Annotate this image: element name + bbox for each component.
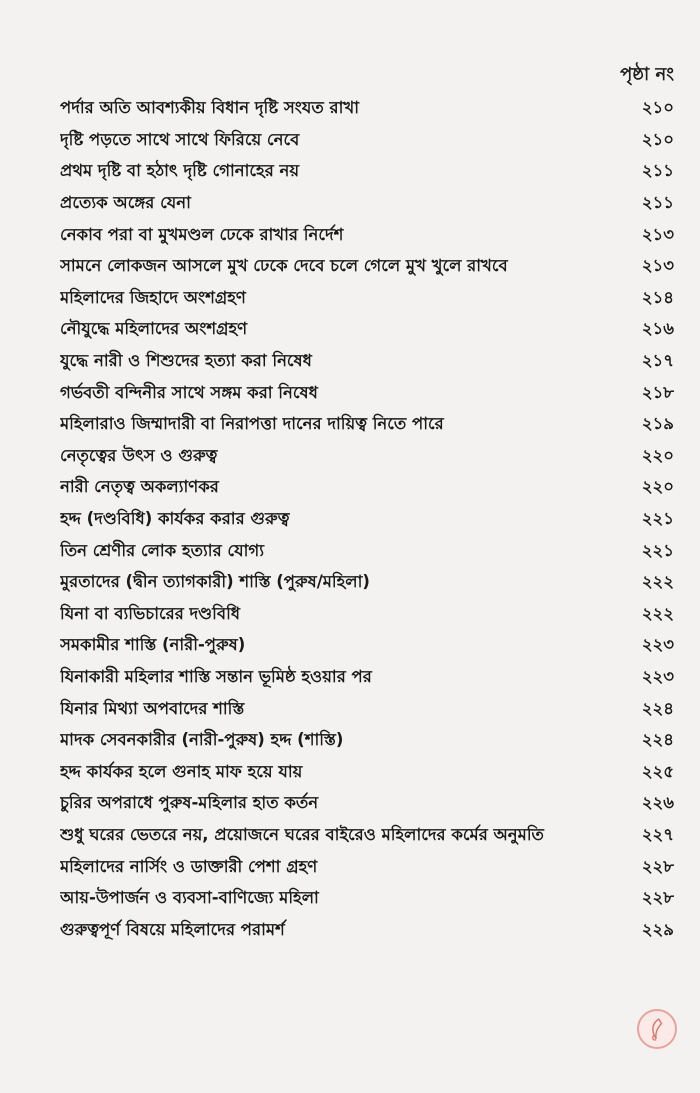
toc-entry xyxy=(60,125,674,157)
toc-entry xyxy=(60,662,674,694)
toc-entry-title: মহিলারাও জিম্মাদারী বা নিরাপত্তা দানের দায়িত্ব নিতে পারে xyxy=(60,414,444,434)
toc-entry xyxy=(60,409,674,441)
toc-entry xyxy=(60,820,674,852)
toc-entry-title: দৃষ্টি পড়তে সাথে সাথে ফিরিয়ে নেবে xyxy=(60,129,300,149)
toc-entry-title: মাদক সেবনকারীর (নারী-পুরুষ) হদ্দ (শাস্তি) xyxy=(60,730,344,750)
toc-entry-title: নেতৃত্বের উৎস ও গুরুত্ব xyxy=(60,445,218,465)
toc-entry xyxy=(60,441,674,473)
toc-entry-title: মুরতাদের (দ্বীন ত্যাগকারী) শাস্তি (পুরুষ/মহিলা) xyxy=(60,572,370,592)
toc-entry-page-number: ২২৬ xyxy=(641,793,674,813)
toc-entry xyxy=(60,567,674,599)
toc-entry-page-number: ২১৬ xyxy=(641,319,674,339)
toc-entry xyxy=(60,251,674,283)
toc-entry xyxy=(60,883,674,915)
table-of-contents xyxy=(60,93,674,946)
toc-entry xyxy=(60,725,674,757)
toc-entry xyxy=(60,756,674,788)
toc-entry-title: পর্দার অতি আবশ্যকীয় বিধান দৃষ্টি সংযত রাখা xyxy=(60,98,359,118)
toc-entry xyxy=(60,599,674,631)
toc-entry-title: চুরির অপরাধে পুরুষ-মহিলার হাত কর্তন xyxy=(60,793,319,813)
toc-entry-title: নারী নেতৃত্ব অকল্যাণকর xyxy=(60,477,219,497)
toc-entry-title: মহিলাদের নার্সিং ও ডাক্তারী পেশা গ্রহণ xyxy=(60,856,318,876)
toc-entry-title: শুধু ঘরের ভেতরে নয়, প্রয়োজনে ঘরের বাইরেও মহিলাদের কর্মের অনুমতি xyxy=(60,824,544,844)
toc-entry-page-number: ২১৮ xyxy=(641,382,674,402)
toc-entry-page-number: ২২৩ xyxy=(641,635,674,655)
toc-entry-page-number: ২১৩ xyxy=(641,256,674,276)
toc-entry-title: মহিলাদের জিহাদে অংশগ্রহণ xyxy=(60,287,246,307)
toc-entry-page-number: ২২৩ xyxy=(641,666,674,686)
toc-entry-title: প্রত্যেক অঙ্গের যেনা xyxy=(60,193,191,213)
toc-entry xyxy=(60,156,674,188)
toc-entry-title: হদ্দ (দণ্ডবিধি) কার্যকর করার গুরুত্ব xyxy=(60,509,290,529)
toc-entry-page-number: ২২২ xyxy=(641,572,674,592)
toc-entry xyxy=(60,788,674,820)
toc-entry-page-number: ২২০ xyxy=(641,477,674,497)
toc-entry-title: গর্ভবতী বন্দিনীর সাথে সঙ্গম করা নিষেধ xyxy=(60,382,318,402)
toc-entry-page-number: ২১১ xyxy=(641,193,674,213)
toc-entry-page-number: ২১০ xyxy=(641,129,674,149)
toc-entry-title: হদ্দ কার্যকর হলে গুনাহ মাফ হয়ে যায় xyxy=(60,761,303,781)
toc-entry-title: প্রথম দৃষ্টি বা হঠাৎ দৃষ্টি গোনাহের নয় xyxy=(60,161,300,181)
toc-entry-title: সামনে লোকজন আসলে মুখ ঢেকে দেবে চলে গেলে মুখ খুলে রাখবে xyxy=(60,256,508,276)
quill-stamp-icon xyxy=(637,1009,677,1049)
toc-entry-page-number: ২২৭ xyxy=(641,824,674,844)
toc-entry xyxy=(60,914,674,946)
toc-entry xyxy=(60,188,674,220)
toc-entry-title: যিনা বা ব্যভিচারের দণ্ডবিধি xyxy=(60,603,241,623)
toc-entry xyxy=(60,93,674,125)
toc-entry-title: যিনাকারী মহিলার শাস্তি সন্তান ভূমিষ্ঠ হওয়ার পর xyxy=(60,666,372,686)
toc-entry xyxy=(60,219,674,251)
toc-entry-page-number: ২১৯ xyxy=(641,414,674,434)
toc-entry-page-number: ২১৪ xyxy=(641,287,674,307)
toc-entry-title: সমকামীর শাস্তি (নারী-পুরুষ) xyxy=(60,635,246,655)
toc-entry-page-number: ২১০ xyxy=(641,98,674,118)
toc-entry-page-number: ২১১ xyxy=(641,161,674,181)
toc-entry-page-number: ২১৩ xyxy=(641,224,674,244)
toc-entry-page-number: ২২১ xyxy=(641,509,674,529)
toc-entry xyxy=(60,630,674,662)
toc-entry-title: যুদ্ধে নারী ও শিশুদের হত্যা করা নিষেধ xyxy=(60,351,312,371)
toc-entry-title: নেকাব পরা বা মুখমণ্ডল ঢেকে রাখার নির্দেশ xyxy=(60,224,344,244)
toc-entry-title: তিন শ্রেণীর লোক হত্যার যোগ্য xyxy=(60,540,264,560)
page-number-column-header: পৃষ্ঠা নং xyxy=(620,64,674,85)
toc-entry-page-number: ২২৪ xyxy=(641,730,674,750)
toc-entry xyxy=(60,693,674,725)
toc-entry-page-number: ২২৮ xyxy=(641,856,674,876)
toc-entry-page-number: ২২৯ xyxy=(641,919,674,939)
toc-entry-title: যিনার মিথ্যা অপবাদের শাস্তি xyxy=(60,698,245,718)
toc-entry-page-number: ২২২ xyxy=(641,603,674,623)
toc-entry xyxy=(60,314,674,346)
toc-entry xyxy=(60,535,674,567)
toc-entry xyxy=(60,346,674,378)
toc-entry xyxy=(60,283,674,315)
toc-entry xyxy=(60,472,674,504)
toc-entry-page-number: ২২৫ xyxy=(641,761,674,781)
toc-entry-page-number: ২২১ xyxy=(641,540,674,560)
toc-entry-title: নৌযুদ্ধে মহিলাদের অংশগ্রহণ xyxy=(60,319,248,339)
toc-entry-page-number: ২২৪ xyxy=(641,698,674,718)
toc-entry xyxy=(60,504,674,536)
toc-entry-title: আয়-উপার্জন ও ব্যবসা-বাণিজ্যে মহিলা xyxy=(60,888,319,908)
toc-entry-page-number: ২২৮ xyxy=(641,888,674,908)
toc-entry-page-number: ২১৭ xyxy=(641,351,674,371)
toc-entry xyxy=(60,851,674,883)
toc-entry xyxy=(60,377,674,409)
toc-entry-page-number: ২২০ xyxy=(641,445,674,465)
toc-entry-title: গুরুত্বপূর্ণ বিষয়ে মহিলাদের পরামর্শ xyxy=(60,919,285,939)
